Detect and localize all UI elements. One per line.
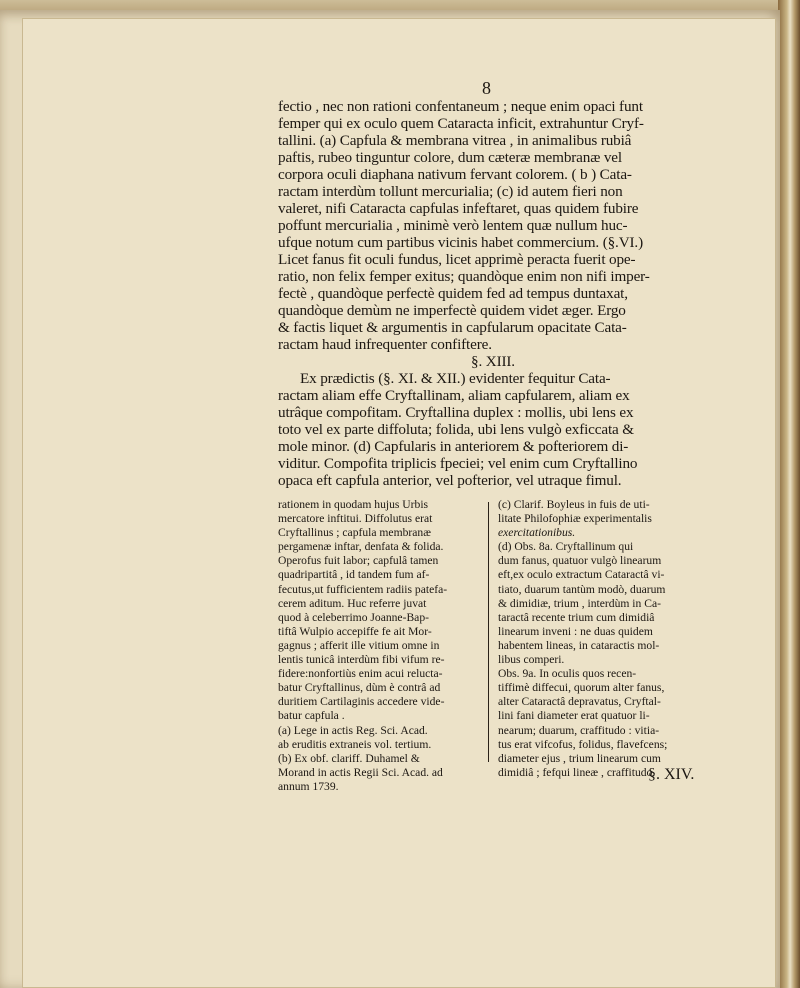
text-line: ufque notum cum partibus vicinis habet commercium. (§.VI.) — [278, 234, 643, 251]
text-line: Ex prædictis (§. XI. & XII.) evidenter fequitur Cata- — [300, 370, 611, 387]
footnote-line: (a) Lege in actis Reg. Sci. Acad. — [278, 723, 428, 737]
footnote-line: duritiem Cartilaginis accedere vide- — [278, 695, 445, 709]
footnote-line: rationem in quodam hujus Urbis — [278, 498, 429, 511]
footnotes-right-column — [498, 498, 700, 780]
text-line: fectio , nec non rationi confentaneum ; neque enim opaci funt — [278, 98, 643, 115]
catchword: §. XIV. — [648, 766, 695, 783]
footnote-line: (d) Obs. 8a. Cryftallinum qui — [498, 540, 634, 554]
text-line: ratio, non felix femper exitus; quandòque enim non nifi imper- — [278, 268, 650, 285]
footnote-line: (b) Ex obf. clariff. Duhamel & — [278, 751, 420, 765]
footnote-line: annum 1739. — [278, 779, 339, 793]
footnote-line: linearum inveni : ne duas quidem — [498, 624, 653, 638]
footnote-line: Cryftallinus ; capfula membranæ — [278, 526, 431, 540]
main-text-block — [278, 98, 692, 489]
footnote-line: tiftâ Wulpio accepiffe fe ait Mor- — [278, 624, 432, 638]
footnote-line: taractâ recente trium cum dimidiâ — [498, 610, 655, 624]
footnote-line: alter Cataractâ depravatus, Cryftal- — [498, 695, 661, 709]
footnotes-left-column — [278, 498, 483, 794]
footnote-line: libus comperi. — [498, 653, 565, 667]
text-line: corpora oculi diaphana nativum fervant colorem. ( b ) Cata- — [278, 166, 632, 183]
footnote-line: mercatore inftitui. Diffolutus erat — [278, 512, 433, 526]
footnote-line: diameter ejus , trium linearum cum — [498, 751, 661, 765]
footnote-line: quadripartitâ , id tandem fum af- — [278, 568, 430, 582]
footnote-line: gagnus ; afferit ille vitium omne in — [278, 638, 440, 652]
text-line: mole minor. (d) Capfularis in anteriorem & pofteriorem di- — [278, 438, 629, 455]
footnote-column-divider — [488, 502, 489, 762]
text-line: femper qui ex oculo quem Cataracta inficit, extrahuntur Cryf- — [278, 115, 644, 132]
text-line: Licet fanus fit oculi fundus, licet apprimè peracta fuerit ope- — [278, 251, 636, 268]
footnote-line: & dimidiæ, trium , interdùm in Ca- — [498, 596, 661, 610]
text-line: ractam haud infrequenter confiftere. — [278, 336, 492, 353]
footnote-line: tiffimè diffecui, quorum alter fanus, — [498, 681, 665, 695]
text-line: fectè , quandòque perfectè quidem fed ad tempus duntaxat, — [278, 285, 628, 302]
footnote-line: exercitationibus. — [498, 526, 576, 540]
footnote-line: Obs. 9a. In oculis quos recen- — [498, 667, 637, 681]
text-line: toto vel ex parte diffoluta; folida, ubi lens vulgò exficcata & — [278, 421, 634, 438]
text-line: tallini. (a) Capfula & membrana vitrea , in animalibus rubiâ — [278, 132, 632, 149]
footnote-line: habentem lineas, in cataractis mol- — [498, 638, 660, 652]
footnote-line: dimidiâ ; fefqui lineæ , craffitudo. — [498, 765, 656, 779]
footnote-line: lentis tunicâ interdùm fibi vifum re- — [278, 653, 445, 667]
footnote-line: lini fani diameter erat quatuor li- — [498, 709, 650, 723]
text-line: poffunt mercurialia , minimè verò lentem quæ nullum huc- — [278, 217, 628, 234]
footnote-line: ab eruditis extraneis vol. tertium. — [278, 737, 432, 751]
section-heading: §. XIII. — [471, 353, 515, 370]
page-number: 8 — [482, 78, 491, 98]
footnote-line: cerem aditum. Huc referre juvat — [278, 596, 427, 610]
footnote-line: Morand in actis Regii Sci. Acad. ad — [278, 765, 443, 779]
footnote-line: fidere:nonfortiùs enim acui relucta- — [278, 667, 443, 681]
footnote-line: fecutus,ut fufficientem radiis patefa- — [278, 582, 448, 596]
text-line: & factis liquet & argumentis in capfularum opacitate Cata- — [278, 319, 627, 336]
footnotes — [278, 498, 700, 793]
text-line: ractam aliam effe Cryftallinam, aliam capfularem, aliam ex — [278, 387, 630, 404]
book-spine — [778, 0, 800, 988]
text-line: viditur. Compofita triplicis fpeciei; vel enim cum Cryftallino — [278, 455, 638, 472]
footnote-line: tiato, duarum tantùm modò, duarum — [498, 582, 666, 596]
footnote-line: batur Cryftallinus, dùm è contrâ ad — [278, 681, 441, 695]
text-line: utrâque compofitam. Cryftallina duplex : mollis, ubi lens ex — [278, 404, 634, 421]
text-line: paftis, rubeo tinguntur colore, dum cæteræ membranæ vel — [278, 149, 622, 166]
text-line: opaca eft capfula anterior, vel pofterior, vel utraque fimul. — [278, 472, 622, 489]
footnote-line: dum fanus, quatuor vulgò linearum — [498, 554, 662, 568]
text-line: valeret, nifi Cataracta capfulas infeftaret, quas quidem fubire — [278, 200, 639, 217]
footnote-line: batur capfula . — [278, 709, 345, 723]
footnote-line: pergamenæ inftar, denfata & folida. — [278, 540, 444, 554]
footnote-line: eft,ex oculo extractum Cataractâ vi- — [498, 568, 665, 582]
footnote-line: nearum; duarum, craffitudo : vitia- — [498, 723, 660, 737]
text-line: ractam interdùm tollunt mercurialia; (c) id autem fieri non — [278, 183, 623, 200]
footnote-line: tus erat vifcofus, folidus, flavefcens; — [498, 737, 668, 751]
footnote-line: quod à celeberrimo Joanne-Bap- — [278, 610, 429, 624]
footnote-line: Operofus fuit labor; capfulâ tamen — [278, 554, 439, 568]
footnote-line: (c) Clarif. Boyleus in fuis de uti- — [498, 498, 650, 511]
footnote-line: litate Philofophiæ experimentalis — [498, 512, 652, 526]
text-line: quandòque demùm ne imperfectè quidem videt æger. Ergo — [278, 302, 626, 319]
